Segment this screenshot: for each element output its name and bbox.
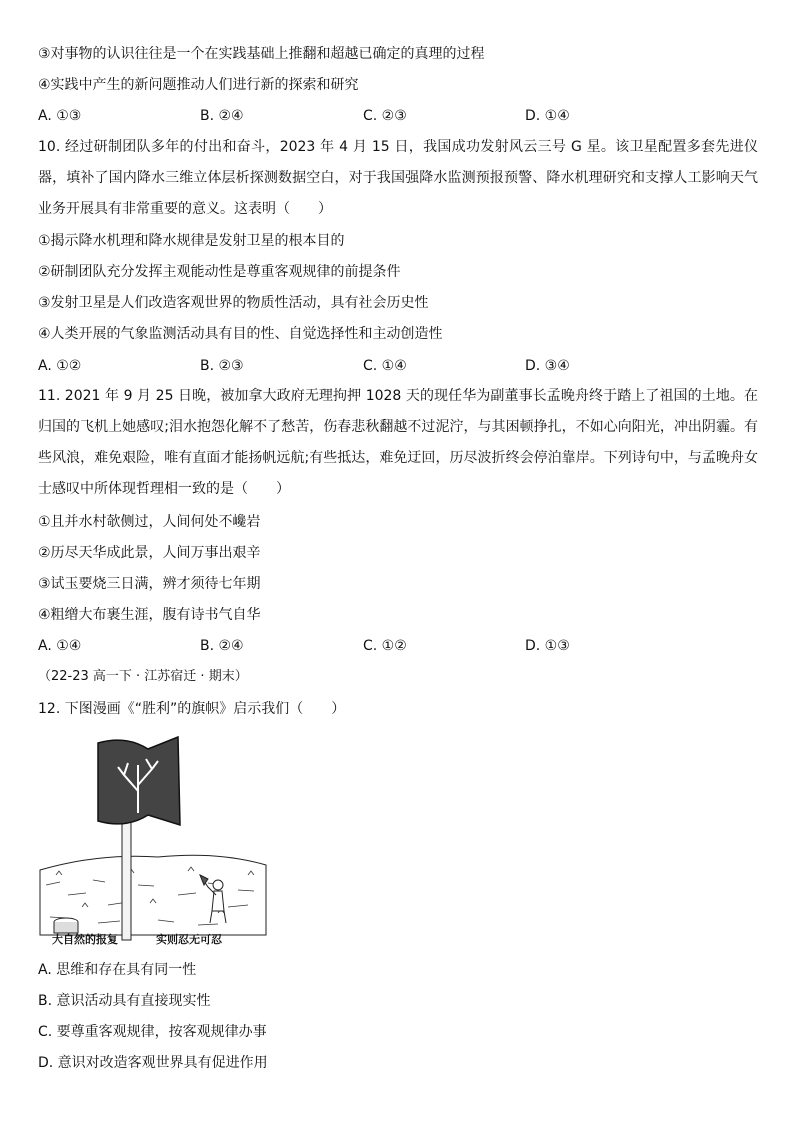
q11-statement-1: ①且并水村欹侧过，人间何处不巉岩 bbox=[38, 514, 261, 530]
q10-option-a: A. ①② bbox=[38, 358, 82, 374]
q9-option-c: C. ②③ bbox=[363, 108, 407, 124]
q10-option-b: B. ②③ bbox=[200, 358, 244, 374]
q10-option-d: D. ③④ bbox=[525, 358, 570, 374]
cartoon-victory-flag bbox=[38, 735, 270, 950]
cartoon-illustration bbox=[38, 735, 270, 950]
q12-stem: 12. 下图漫画《“胜利”的旗帜》启示我们（ ） bbox=[38, 701, 346, 717]
q9-statement-4: ④实践中产生的新问题推动人们进行新的探索和研究 bbox=[38, 77, 359, 93]
q11-option-d: D. ①③ bbox=[525, 638, 570, 654]
q11-statement-4: ④粗缯大布裹生涯，腹有诗书气自华 bbox=[38, 607, 261, 623]
q12-option-b: B. 意识活动具有直接现实性 bbox=[38, 993, 211, 1009]
q11-stem: 11. 2021 年 9 月 25 日晚，被加拿大政府无理拘押 1028 天的现任华为副董事长孟晚舟终于踏上了祖国的土地。在归国的飞机上她感叹;泪水抱怨化解不了愁苦，伤春悲秋翻越不过泥泞，与其困顿挣扎，不如心向阳光，冲出阴霾。有些风浪，难免艰险，唯有直面才能扬帆远航;有些抵达，难免迂回，历尽波折终会停泊靠岸。下列诗句中，与孟晚舟女士感叹中所体现哲理相一致的是（ ） bbox=[38, 388, 758, 497]
q9-statement-3: ③对事物的认识往往是一个在实践基础上推翻和超越已确定的真理的过程 bbox=[38, 46, 485, 62]
q12-option-d: D. 意识对改造客观世界具有促进作用 bbox=[38, 1055, 268, 1071]
q9-option-a: A. ①③ bbox=[38, 108, 82, 124]
cartoon-caption-right: 实则忍无可忍 bbox=[156, 933, 222, 946]
q9-option-b: B. ②④ bbox=[200, 108, 244, 124]
q9-option-d: D. ①④ bbox=[525, 108, 570, 124]
q11-option-c: C. ①② bbox=[363, 638, 407, 654]
q12-source-tag: （22-23 高一下 · 江苏宿迁 · 期末） bbox=[38, 669, 248, 684]
q10-option-c: C. ①④ bbox=[363, 358, 407, 374]
q10-statement-2: ②研制团队充分发挥主观能动性是尊重客观规律的前提条件 bbox=[38, 264, 401, 280]
q12-option-a: A. 思维和存在具有同一性 bbox=[38, 962, 197, 978]
q11-option-a: A. ①④ bbox=[38, 638, 82, 654]
q11-statement-2: ②历尽天华成此景，人间万事出艰辛 bbox=[38, 545, 261, 561]
q10-statement-4: ④人类开展的气象监测活动具有目的性、自觉选择性和主动创造性 bbox=[38, 326, 443, 342]
q10-stem: 10. 经过研制团队多年的付出和奋斗，2023 年 4 月 15 日，我国成功发射风云三号 G 星。该卫星配置多套先进仪器，填补了国内降水三维立体层析探测数据空白，对于我国强降水监测预报预警、降水机理研究和支撑人工影响天气业务开展具有非常重要的意义。这表明（ ） bbox=[38, 139, 758, 217]
q11-statement-3: ③试玉要烧三日满，辨才须待七年期 bbox=[38, 576, 261, 592]
q10-statement-3: ③发射卫星是人们改造客观世界的物质性活动，具有社会历史性 bbox=[38, 295, 429, 311]
q11-option-b: B. ②④ bbox=[200, 638, 244, 654]
q12-option-c: C. 要尊重客观规律，按客观规律办事 bbox=[38, 1024, 267, 1040]
q10-statement-1: ①揭示降水机理和降水规律是发射卫星的根本目的 bbox=[38, 233, 345, 249]
cartoon-caption-left: 大自然的报复 bbox=[52, 933, 118, 946]
